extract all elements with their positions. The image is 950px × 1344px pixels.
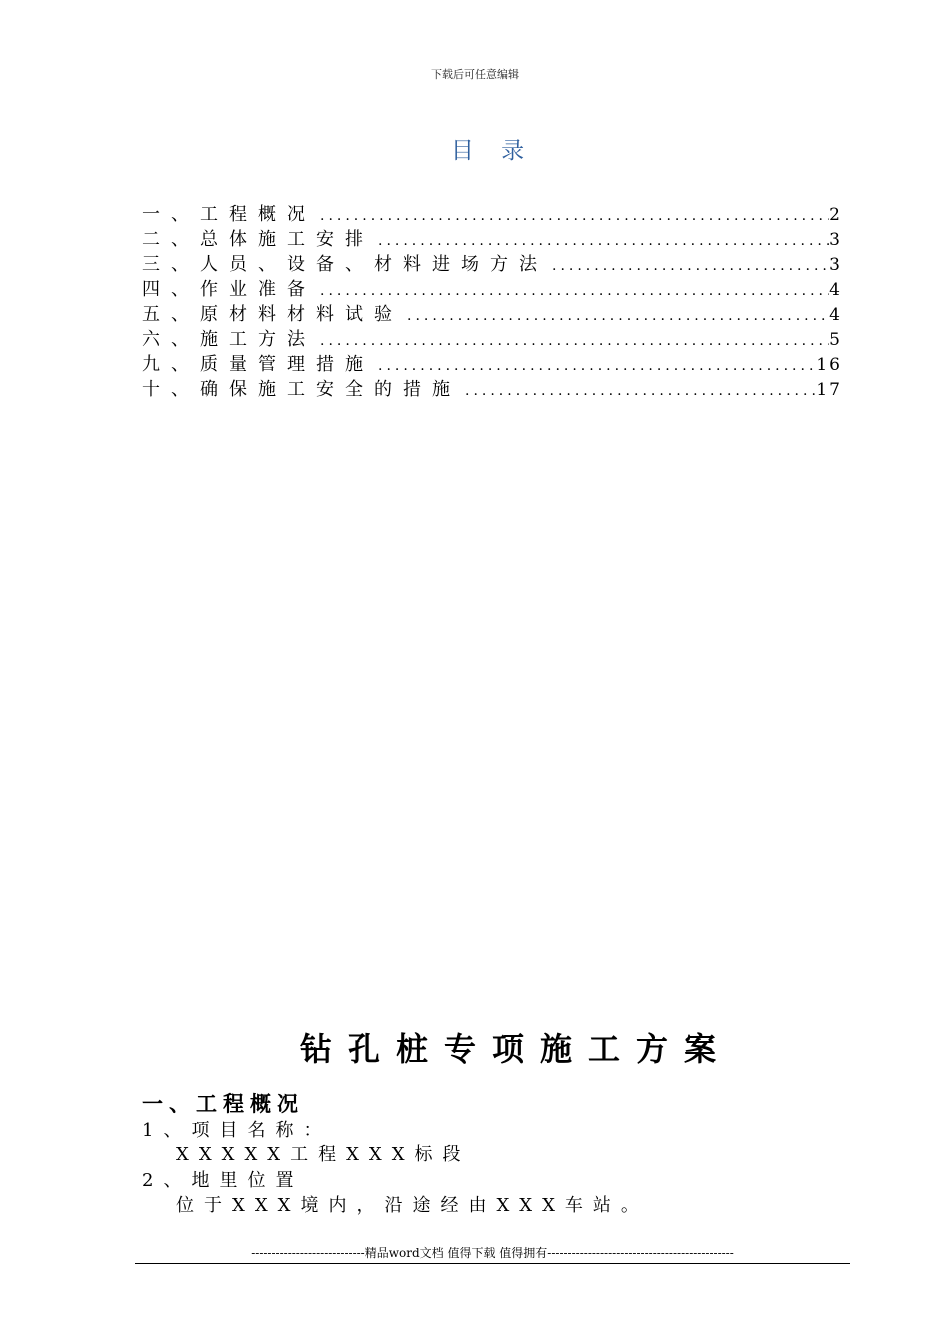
toc-entry[interactable] bbox=[142, 202, 842, 227]
toc-entry-page: 17 bbox=[816, 380, 842, 400]
toc-entry-page: 5 bbox=[829, 330, 842, 350]
item-label-location: 2、地里位置 bbox=[142, 1170, 304, 1191]
item-label-project-name: 1、项目名称： bbox=[142, 1120, 332, 1141]
page-footer-note: ----------------------------精品word文档 值得下载 值得拥有---------------------------------------------- bbox=[251, 1246, 734, 1260]
toc-dot-leader bbox=[548, 254, 829, 279]
toc-entry[interactable] bbox=[142, 252, 842, 277]
toc-dot-leader bbox=[316, 204, 829, 229]
toc-dot-leader bbox=[316, 279, 829, 304]
toc-entry-page: 4 bbox=[829, 305, 842, 325]
footer-divider bbox=[135, 1263, 850, 1264]
toc-entry-page: 2 bbox=[829, 205, 842, 225]
toc-entry-label: 二、总体施工安排 bbox=[142, 229, 374, 250]
item-value-location: 位于XXX境内，沿途经由XXX车站。 bbox=[176, 1195, 649, 1216]
toc-entry-page: 16 bbox=[816, 355, 842, 375]
toc-entry[interactable] bbox=[142, 352, 842, 377]
toc-dot-leader bbox=[403, 304, 829, 329]
toc-title: 目 录 bbox=[450, 138, 535, 164]
toc-dot-leader bbox=[374, 354, 816, 379]
toc-entry-page: 3 bbox=[829, 230, 842, 250]
toc-entry-page: 3 bbox=[829, 255, 842, 275]
toc-entry[interactable] bbox=[142, 227, 842, 252]
toc-dot-leader bbox=[461, 379, 816, 404]
toc-entry-label: 九、质量管理措施 bbox=[142, 354, 374, 375]
item-value-project-name: XXXXX工程XXX标段 bbox=[176, 1144, 471, 1165]
table-of-contents bbox=[142, 202, 842, 402]
page-header-note: 下载后可任意编辑 bbox=[431, 68, 519, 81]
toc-entry-label: 三、人员、设备、材料进场方法 bbox=[142, 254, 548, 275]
toc-entry[interactable] bbox=[142, 277, 842, 302]
toc-entry[interactable] bbox=[142, 302, 842, 327]
toc-dot-leader bbox=[374, 229, 829, 254]
toc-entry-label: 六、施工方法 bbox=[142, 329, 316, 350]
toc-dot-leader bbox=[316, 329, 829, 354]
toc-entry[interactable] bbox=[142, 377, 842, 402]
toc-entry-label: 十、确保施工安全的措施 bbox=[142, 379, 461, 400]
toc-entry-label: 五、原材料材料试验 bbox=[142, 304, 403, 325]
toc-entry[interactable] bbox=[142, 327, 842, 352]
toc-entry-page: 4 bbox=[829, 280, 842, 300]
toc-entry-label: 一、工程概况 bbox=[142, 204, 316, 225]
document-title: 钻孔桩专项施工方案 bbox=[300, 1030, 733, 1068]
toc-entry-label: 四、作业准备 bbox=[142, 279, 316, 300]
section-heading: 一、工程概况 bbox=[142, 1091, 304, 1116]
